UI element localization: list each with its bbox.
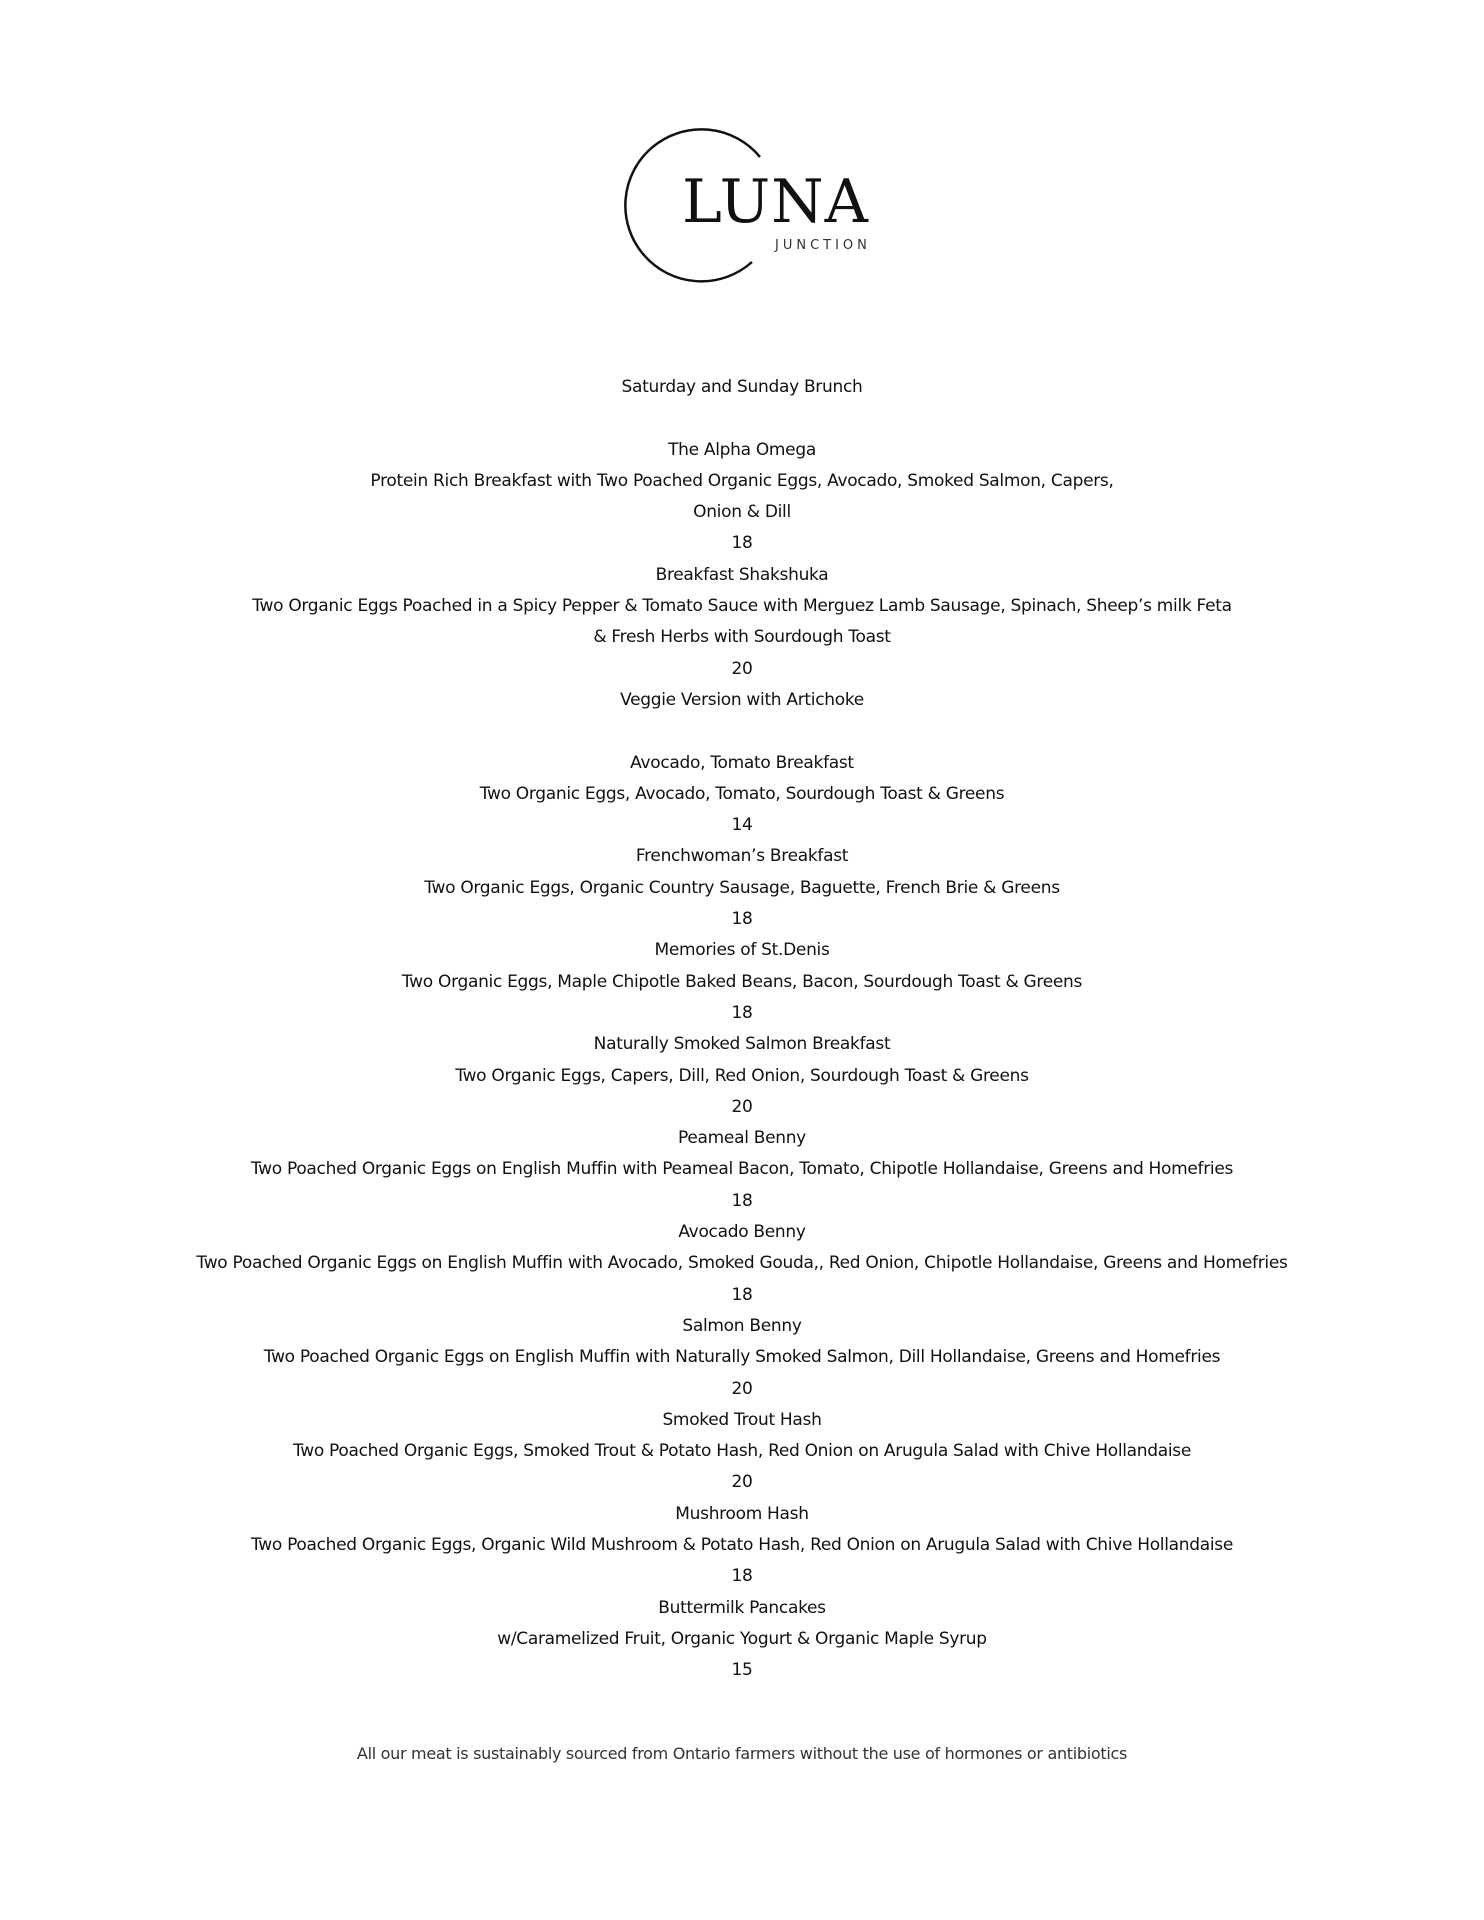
- menu-item: [0, 1123, 1484, 1217]
- item-name: Buttermilk Pancakes: [658, 1597, 826, 1618]
- item-description: Onion & Dill: [693, 502, 791, 523]
- item-price: 18: [731, 909, 753, 930]
- item-description: Two Poached Organic Eggs on English Muffin with Naturally Smoked Salmon, Dill Hollandaise, Greens and Homefries: [263, 1347, 1221, 1368]
- item-description: Protein Rich Breakfast with Two Poached Organic Eggs, Avocado, Smoked Salmon, Capers,: [370, 470, 1114, 491]
- item-price: 20: [731, 658, 753, 679]
- item-description: & Fresh Herbs with Sourdough Toast: [593, 627, 891, 648]
- spacer: [0, 403, 1484, 434]
- item-description: Two Poached Organic Eggs on English Muffin with Avocado, Smoked Gouda,, Red Onion, Chipotle Hollandaise, Greens and Homefries: [196, 1253, 1288, 1274]
- item-description: Two Poached Organic Eggs on English Muffin with Peameal Bacon, Tomato, Chipotle Hollandaise, Greens and Homefries: [250, 1159, 1234, 1180]
- item-name: Breakfast Shakshuka: [655, 564, 829, 585]
- menu-item: [0, 1593, 1484, 1687]
- logo-subtitle: JUNCTION: [775, 238, 871, 253]
- item-price: 14: [731, 815, 753, 836]
- item-price: 18: [731, 1284, 753, 1305]
- item-name: Memories of St.Denis: [654, 940, 830, 961]
- item-name: Frenchwoman’s Breakfast: [635, 846, 849, 867]
- item-price: 18: [731, 1002, 753, 1023]
- menu-heading: Saturday and Sunday Brunch: [621, 377, 863, 397]
- sourcing-note: All our meat is sustainably sourced from Ontario farmers without the use of hormones or antibiotics: [356, 1744, 1128, 1763]
- item-price: 18: [731, 1190, 753, 1211]
- spacer: [0, 716, 1484, 747]
- item-name: Smoked Trout Hash: [662, 1409, 822, 1430]
- menu-item: [0, 935, 1484, 1029]
- item-price: 20: [731, 1096, 753, 1117]
- item-name: Salmon Benny: [682, 1315, 802, 1336]
- logo: [610, 122, 890, 292]
- item-name: Peameal Benny: [678, 1128, 806, 1149]
- item-name: Avocado, Tomato Breakfast: [630, 752, 854, 773]
- item-description: Two Poached Organic Eggs, Smoked Trout & Potato Hash, Red Onion on Arugula Salad with Chive Hollandaise: [292, 1441, 1192, 1462]
- item-price: 18: [731, 1566, 753, 1587]
- item-description: w/Caramelized Fruit, Organic Yogurt & Organic Maple Syrup: [497, 1628, 987, 1649]
- item-description: Two Organic Eggs Poached in a Spicy Pepper & Tomato Sauce with Merguez Lamb Sausage, Spinach, Sheep’s milk Feta: [252, 596, 1232, 617]
- item-price: 20: [731, 1472, 753, 1493]
- item-description: Two Organic Eggs, Capers, Dill, Red Onion, Sourdough Toast & Greens: [455, 1065, 1029, 1086]
- item-name: Avocado Benny: [678, 1222, 806, 1243]
- logo-wordmark: LUNA: [682, 167, 869, 237]
- menu-item: [0, 435, 1484, 560]
- menu-item: [0, 748, 1484, 842]
- item-name: Naturally Smoked Salmon Breakfast: [593, 1034, 891, 1055]
- item-note: Veggie Version with Artichoke: [620, 689, 864, 710]
- item-name: Mushroom Hash: [675, 1503, 809, 1524]
- item-price: 20: [731, 1378, 753, 1399]
- menu-item: [0, 1499, 1484, 1593]
- menu-item: [0, 841, 1484, 935]
- item-description: Two Organic Eggs, Avocado, Tomato, Sourdough Toast & Greens: [479, 783, 1005, 804]
- menu-item: [0, 1405, 1484, 1499]
- item-name: The Alpha Omega: [668, 439, 816, 460]
- menu-item: [0, 1029, 1484, 1123]
- item-description: Two Organic Eggs, Organic Country Sausage, Baguette, French Brie & Greens: [424, 877, 1060, 898]
- item-description: Two Poached Organic Eggs, Organic Wild Mushroom & Potato Hash, Red Onion on Arugula Salad with Chive Hollandaise: [250, 1534, 1233, 1555]
- item-price: 18: [731, 533, 753, 554]
- menu-item: [0, 1311, 1484, 1405]
- item-price: 15: [731, 1660, 753, 1681]
- menu-item: [0, 560, 1484, 716]
- menu-item: [0, 1217, 1484, 1311]
- brunch-menu: [0, 372, 1484, 1686]
- item-description: Two Organic Eggs, Maple Chipotle Baked Beans, Bacon, Sourdough Toast & Greens: [401, 971, 1083, 992]
